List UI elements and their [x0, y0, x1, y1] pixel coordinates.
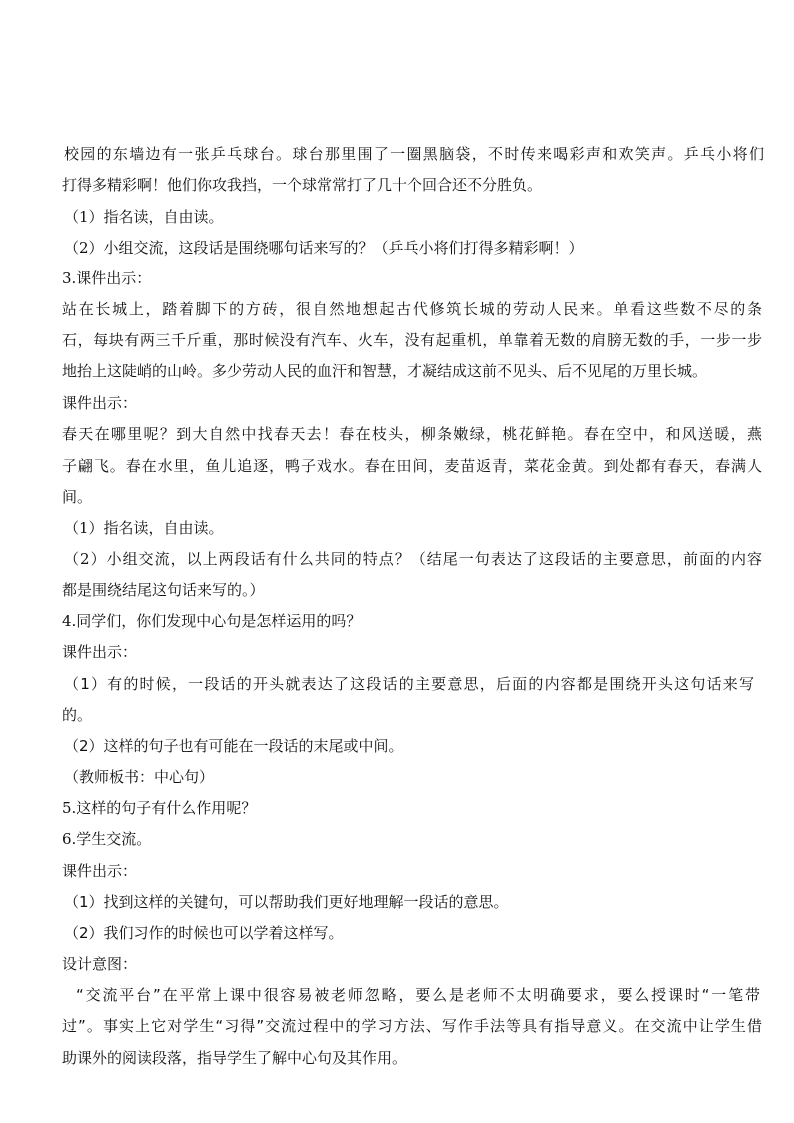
text-line: （2）小组交流，以上两段话有什么共同的特点？（结尾一句表达了这段话的主要意思，前面的内容	[64, 550, 762, 568]
text-line: 间。	[62, 488, 93, 506]
text-line: 的。	[62, 706, 93, 724]
text-line: 地抬上这陡峭的山岭。多少劳动人民的血汗和智慧，才凝结成这前不见头、后不见尾的万里长城。	[62, 362, 708, 380]
text-line: （1）指名读，自由读。	[64, 519, 224, 537]
text-line: 3.课件出示：	[62, 269, 152, 287]
text-line: （教师板书：中心句）	[64, 768, 215, 786]
text-line: “交流平台”在平常上课中很容易被老师忽略，要么是老师不太明确要求，要么授课时“一笔带	[76, 986, 760, 1004]
text-line: （1）有的时候，一段话的开头就表达了这段话的主要意思，后面的内容都是围绕开头这句话来写	[64, 675, 754, 693]
text-line: 助课外的阅读段落，指导学生了解中心句及其作用。	[62, 1049, 408, 1067]
text-line: （2）我们习作的时候也可以学着这样写。	[64, 924, 344, 942]
text-line: 打得多精彩啊！他们你攻我挡，一个球常常打了几十个回合还不分胜负。	[62, 176, 543, 194]
text-line: 站在长城上，踏着脚下的方砖，很自然地想起古代修筑长城的劳动人民来。单看这些数不尽的条	[62, 300, 762, 318]
text-line: 课件出示：	[62, 862, 138, 880]
text-line: 石，每块有两三千斤重，那时候没有汽车、火车，没有起重机，单靠着无数的肩膀无数的手，一步一步	[62, 331, 762, 349]
text-line: （2）这样的句子也有可能在一段话的末尾或中间。	[64, 737, 404, 755]
text-line: 5.这样的句子有什么作用呢？	[62, 799, 257, 817]
text-line: 都是围绕结尾这句话来写的。）	[62, 581, 265, 599]
text-line: 课件出示：	[62, 394, 138, 412]
text-line: 子翩飞。春在水里，鱼儿追逐，鸭子戏水。春在田间，麦苗返青，菜花金黄。到处都有春天，春满人	[62, 457, 762, 475]
text-line: 设计意图：	[62, 955, 138, 973]
text-line: 6.学生交流。	[62, 830, 152, 848]
text-line: 春天在哪里呢？到大自然中找春天去！春在枝头，柳条嫩绿，桃花鲜艳。春在空中，和风送暖，燕	[62, 425, 762, 443]
text-line: 课件出示：	[62, 643, 138, 661]
text-line: （2）小组交流，这段话是围绕哪句话来写的？（乒乓小将们打得多精彩啊！）	[64, 239, 584, 257]
text-line: 过”。事实上它对学生“习得”交流过程中的学习方法、写作手法等具有指导意义。在交流中让学生借	[62, 1017, 762, 1035]
text-line: （1）指名读，自由读。	[64, 208, 224, 226]
text-line: 4.同学们，你们发现中心句是怎样运用的吗？	[62, 612, 362, 630]
text-line: 校园的东墙边有一张乒乓球台。球台那里围了一圈黑脑袋，不时传来喝彩声和欢笑声。乒乓小将们	[64, 145, 764, 163]
text-line: （1）找到这样的关键句，可以帮助我们更好地理解一段话的意思。	[64, 893, 509, 911]
